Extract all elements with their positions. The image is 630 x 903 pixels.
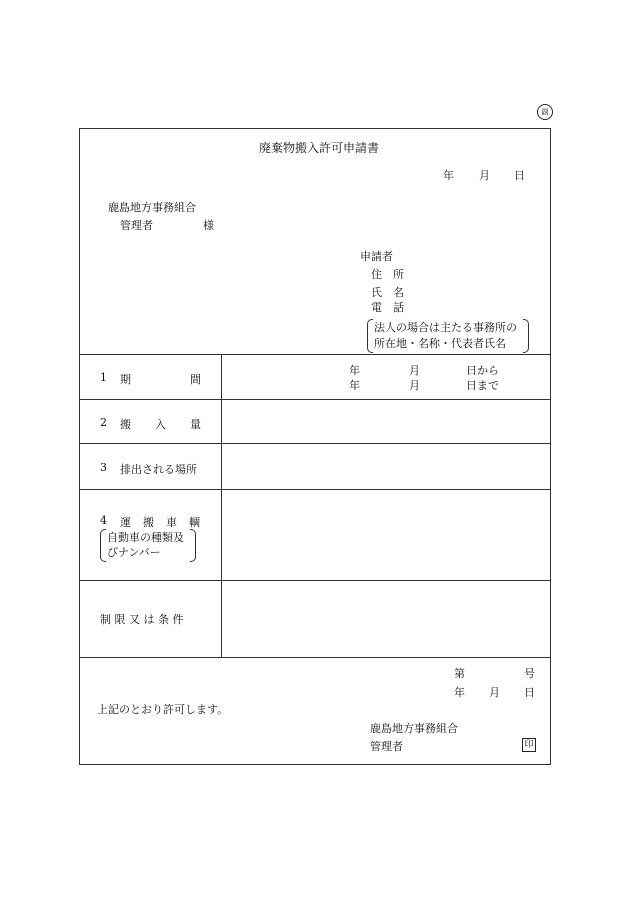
permit-month: 月: [489, 686, 500, 699]
duplicate-seal: 副: [537, 104, 553, 120]
divider: [80, 354, 550, 355]
divider: [80, 489, 550, 490]
divider: [80, 399, 550, 400]
permit-statement: 上記のとおり許可します。: [97, 703, 229, 716]
vehicle-label-d: 輌: [189, 516, 200, 529]
permit-org: 鹿島地方事務組合: [370, 722, 458, 735]
divider: [80, 580, 550, 581]
recipient-org: 鹿島地方事務組合: [108, 201, 196, 214]
date-day: 日: [514, 169, 525, 182]
application-form: [79, 128, 551, 765]
applicant-note-line1: 法人の場合は主たる事務所の: [374, 321, 517, 334]
amount-label-a: 搬: [120, 418, 131, 431]
divider: [80, 443, 550, 444]
applicant-note-line2: 所在地・名称・代表者氏名: [374, 337, 506, 350]
column-divider: [221, 354, 222, 657]
amount-label-c: 量: [190, 418, 201, 431]
permit-year: 年: [454, 686, 465, 699]
applicant-phone-label: 電 話: [371, 301, 404, 314]
vehicle-note-bracket-right: [190, 529, 196, 562]
conditions-label: 制 限 又 は 条 件: [100, 613, 184, 626]
vehicle-note-line1: 自動車の種類及: [107, 531, 184, 544]
divider: [80, 657, 550, 658]
permit-day: 日: [524, 686, 535, 699]
applicant-address-label: 住 所: [371, 268, 404, 281]
source-number: 3: [100, 461, 107, 474]
recipient-manager: 管理者: [120, 219, 153, 232]
period-to-year: 年: [349, 379, 360, 392]
applicant-name-label: 氏 名: [371, 286, 404, 299]
applicant-heading: 申請者: [360, 250, 393, 263]
date-year: 年: [443, 169, 454, 182]
vehicle-note-bracket-left: [100, 529, 106, 562]
permit-manager: 管理者: [370, 740, 403, 753]
permit-number-prefix: 第: [454, 667, 465, 680]
period-label-b: 間: [190, 373, 201, 386]
applicant-note-bracket-left: [367, 319, 373, 353]
vehicle-note-line2: びナンバー: [107, 546, 161, 559]
period-label-a: 期: [120, 373, 131, 386]
period-from-year: 年: [349, 364, 360, 377]
vehicle-label-c: 車: [166, 516, 177, 529]
vehicle-label-b: 搬: [143, 516, 154, 529]
form-title: 廃棄物搬入許可申請書: [259, 141, 380, 155]
permit-stamp: 印: [522, 738, 536, 752]
period-number: 1: [100, 371, 107, 384]
period-to-day: 日まで: [466, 379, 499, 392]
date-month: 月: [479, 169, 490, 182]
source-label: 排出される場所: [120, 463, 197, 476]
applicant-note-bracket-right: [523, 319, 529, 353]
vehicle-number: 4: [100, 514, 107, 527]
period-to-month: 月: [409, 379, 420, 392]
amount-number: 2: [100, 416, 107, 429]
recipient-honorific: 様: [203, 219, 214, 232]
vehicle-label-a: 運: [120, 516, 131, 529]
period-from-day: 日から: [466, 364, 499, 377]
period-from-month: 月: [409, 364, 420, 377]
amount-label-b: 入: [155, 418, 166, 431]
permit-number-suffix: 号: [524, 667, 535, 680]
